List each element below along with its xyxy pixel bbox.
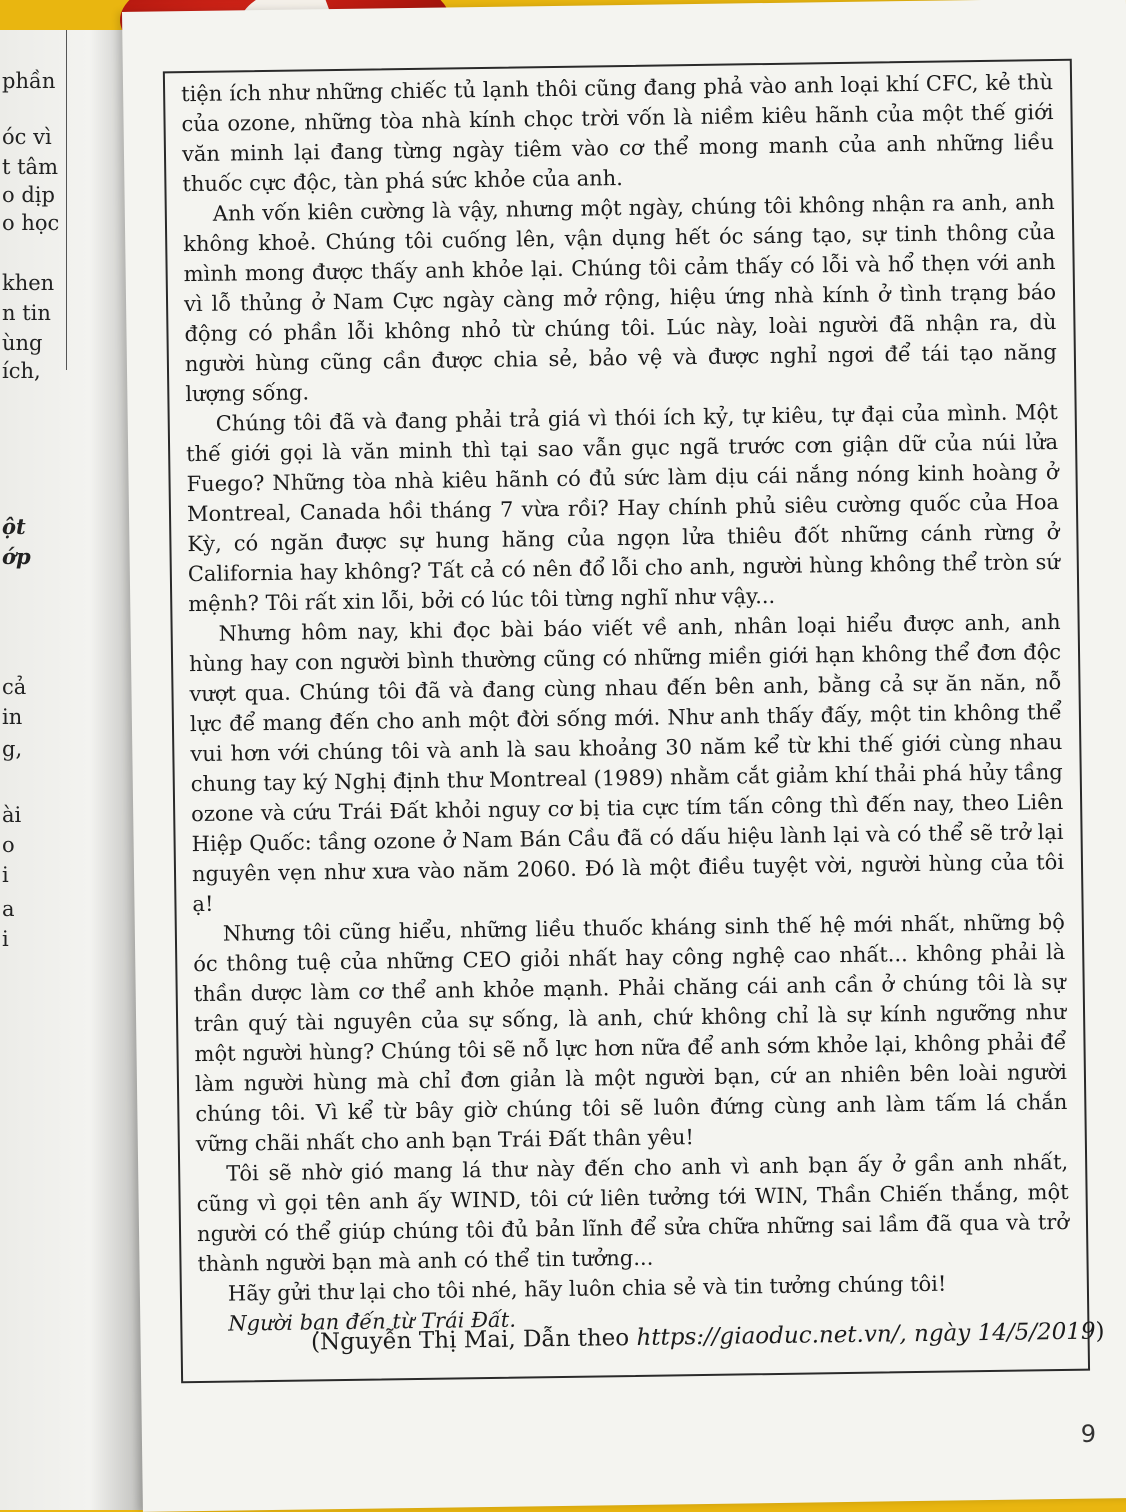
left-fragment: i [2,927,9,951]
left-fragment: cả [2,675,27,699]
left-fragment: g, [2,737,23,761]
left-fragment: phần [2,69,56,93]
article-body [181,67,1071,1339]
left-fragment: o học [2,211,60,235]
paragraph: Nhưng hôm nay, khi đọc bài báo viết về anh, nhân loại hiểu được anh, anh hùng hay con người bình thường cũng có những miền giới hạn không thể đơn độc vượt qua. Chúng tôi đã và đang cùng nhau đến bên anh, bằng cả sự ăn năn, nỗ lực để mang đến cho anh một đời sống mới. Như anh thấy đấy, một tin không thể vui hơn với chúng tôi và anh là sau khoảng 30 năm kể từ khi thế giới cùng nhau chung tay ký Nghị định thư Montreal (1989) nhằm cắt giảm khí thải phá hủy tầng ozone và cứu Trái Đất khỏi nguy cơ bị tia cực tím tấn công thì đến nay, theo Liên Hiệp Quốc: tầng ozone ở Nam Bán Cầu đã có dấu hiệu lành lại và có thể sẽ trở lại nguyên vẹn như xưa vào năm 2060. Đó là một điều tuyệt vời, người hùng của tôi ạ! [188,609,1065,917]
book-page [122,0,1126,1512]
paragraph: Hãy gửi thư lại cho tôi nhé, hãy luôn chia sẻ và tin tưởng chúng tôi! [227,1271,947,1306]
left-fragment: ột [2,514,26,539]
paragraph: tiện ích như những chiếc tủ lạnh thôi cũng đang phả vào anh loại khí CFC, kẻ thù của ozone, những tòa nhà kính chọc trời vốn là niềm kiêu hãnh của một thế giới văn minh lại đang từng ngày tiêm vào cơ thể mong manh của anh những liều thuốc cực độc, tàn phá sức khỏe của anh. [180,70,1055,197]
left-fragment: ùng [2,331,43,355]
left-fragment: ài [2,803,22,827]
left-fragment: n tin [2,301,51,325]
paragraph: Chúng tôi đã và đang phải trả giá vì thói ích kỷ, tự kiêu, tự đại của mình. Một thế giới gọi là văn minh thì tại sao vẫn gục ngã trước cơn giận dữ của núi lửa Fuego? Những tòa nhà kiêu hãnh có đủ sức làm dịu cái nắng nóng kinh hoàng ở Montreal, Canada hồi tháng 7 vừa rồi? Hay chính phủ siêu cường quốc của Hoa Kỳ, có ngăn được sự hung hăng của ngọn lửa thiêu đốt những cánh rừng ở California hay không? Tất cả có nên đổ lỗi cho anh, người hùng không thể tròn sứ mệnh? Tôi rất xin lỗi, bởi có lúc tôi từng nghĩ như vậy... [186,399,1060,617]
left-fragment: o dịp [2,183,55,207]
left-fragment: óc vì [2,125,52,149]
left-fragment: o [2,833,15,857]
paragraph: Anh vốn kiên cường là vậy, nhưng một ngày, chúng tôi không nhận ra anh, anh không khoẻ. Chúng tôi cuống lên, vận dụng hết óc sáng tạo, sự tinh thông của mình mong được thấy anh khỏe lại. Chúng tôi cảm thấy có lỗi và hổ thẹn với anh vì lỗ thủng ở Nam Cực ngày càng mở rộng, hiệu ứng nhà kính ở tình trạng báo động có phần lỗi không nhỏ từ chúng tôi. Lúc này, loài người đã nhận ra, dù người hùng cũng cần được chia sẻ, bảo vệ và được nghỉ ngơi để tái tạo năng lượng sống. [183,189,1058,407]
left-fragment: t tâm [2,155,58,179]
citation-suffix: ) [1095,1318,1105,1345]
citation-prefix: (Nguyễn Thị Mai, Dẫn theo [310,1324,637,1356]
left-fragment: khen [2,271,55,295]
left-fragment: a [2,897,15,921]
page-number: 9 [1080,1420,1096,1448]
left-fragment: ích, [2,359,41,383]
left-fragment: ớp [2,544,31,569]
paragraph: Tôi sẽ nhờ gió mang lá thư này đến cho anh vì anh bạn ấy ở gần anh nhất, cũng vì gọi tên anh ấy WIND, tôi cứ liên tưởng tới WIN, Thần Chiến thắng, một người có thể giúp chúng tôi đủ bản lĩnh để sửa chữa những sai lầm đã qua và trở thành người bạn mà anh có thể tin tưởng... [196,1149,1070,1277]
paragraph: Nhưng tôi cũng hiểu, những liều thuốc kháng sinh thế hệ mới nhất, những bộ óc thông tuệ của những CEO giỏi nhất hay công nghệ cao nhất... không phải là thần dược làm cơ thể anh khỏe mạnh. Phải chăng cái anh cần ở chúng tôi là sự trân quý tài nguyên của sự sống, là anh, chứ không chỉ là sự kính ngưỡng như một người hùng? Chúng tôi sẽ nỗ lực hơn nữa để anh sớm khỏe lại, không phải để làm người hùng mà chỉ đơn giản là một người bạn, cứ an nhiên bên loài người chúng tôi. Vì kể từ bây giờ chúng tôi sẽ luôn đứng cùng anh làm tấm lá chắn vững chãi nhất cho anh bạn Trái Đất thân yêu! [193,909,1068,1157]
left-fragment: in [2,705,23,729]
left-fragment: i [2,863,9,887]
citation-source: https://giaoduc.net.vn/, ngày 14/5/2019 [636,1318,1096,1351]
signature: Người bạn đến từ Trái Đất. [228,1307,517,1336]
